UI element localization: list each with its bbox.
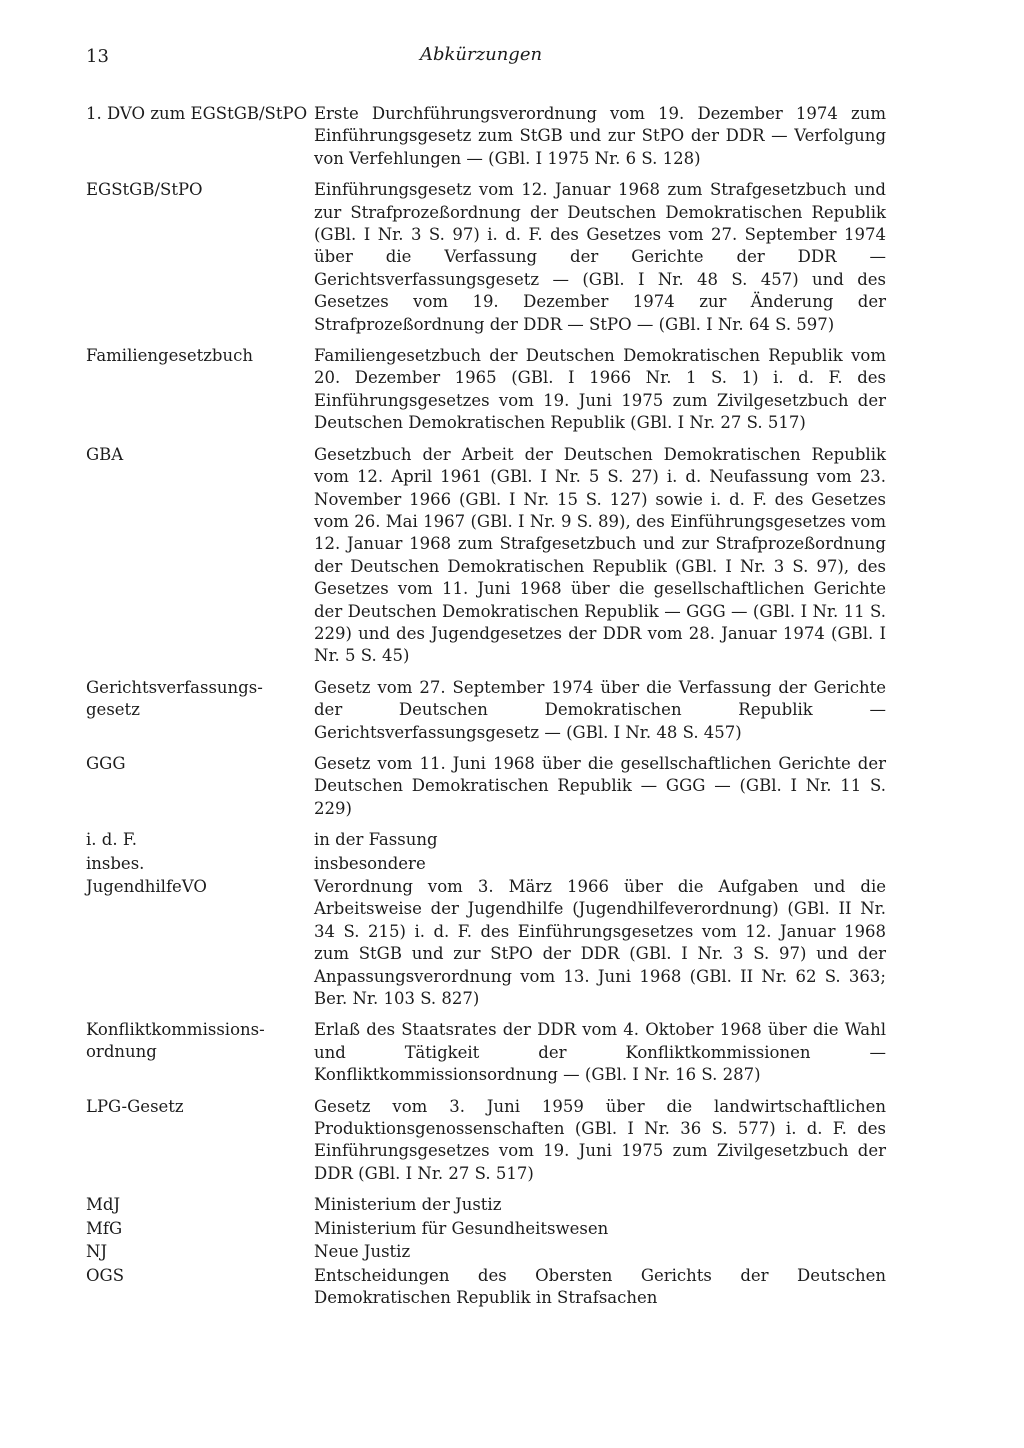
abbreviation-entry	[86, 677, 886, 744]
abbreviation-entry	[86, 753, 886, 820]
abbreviation-definition: Erlaß des Staatsrates der DDR vom 4. Oktober 1968 über die Wahl und Tätigkeit der Konfliktkommissionen — Konfliktkommissionsordnung — (GBl. I Nr. 16 S. 287)	[314, 1020, 886, 1085]
abbreviation-definition: Familiengesetzbuch der Deutschen Demokratischen Republik vom 20. Dezember 1965 (GBl. I 1966 Nr. 1 S. 1) i. d. F. des Einführungsgesetzes vom 19. Juni 1975 zum Zivilgesetzbuch der Deutschen Demokratischen Republik (GBl. I Nr. 27 S. 517)	[314, 346, 886, 433]
abbreviation-term: Familiengesetzbuch	[86, 346, 253, 366]
abbreviation-entry	[86, 1096, 886, 1186]
abbreviation-term: OGS	[86, 1265, 125, 1285]
page-title: Abkürzungen	[420, 44, 543, 65]
abbreviation-definition: Neue Justiz	[314, 1242, 411, 1262]
abbreviation-term: JugendhilfeVO	[86, 877, 207, 896]
abbreviation-definition: Ministerium der Justiz	[314, 1195, 502, 1215]
abbreviation-entry	[86, 1218, 886, 1240]
abbreviation-term: Gerichtsverfassungs-gesetz	[86, 677, 263, 719]
abbreviation-entry	[86, 1019, 886, 1086]
abbreviation-definition: in der Fassung	[314, 830, 438, 850]
abbreviation-term: 1. DVO zum EGStGB/StPO	[86, 104, 308, 123]
abbreviation-entry	[86, 179, 886, 336]
abbreviation-entry	[86, 1265, 886, 1310]
abbreviation-term: Konfliktkommissions-ordnung	[86, 1020, 265, 1062]
abbreviation-term: MdJ	[86, 1195, 121, 1215]
abbreviation-entry	[86, 103, 886, 170]
abbreviation-entry	[86, 345, 886, 435]
abbreviation-definition: Verordnung vom 3. März 1966 über die Aufgaben und die Arbeitsweise der Jugendhilfe (Jugendhilfeverordnung) (GBl. II Nr. 34 S. 215) i. d. F. des Einführungsgesetzes vom 12. Januar 1968 zum StGB und zur StPO der DDR (GBl. I Nr. 3 S. 97) und der Anpassungsverordnung vom 13. Juni 1968 (GBl. II Nr. 62 S. 363; Ber. Nr. 103 S. 827)	[314, 877, 886, 1009]
abbreviation-term: LPG-Gesetz	[86, 1096, 184, 1116]
abbreviation-definition: Erste Durchführungsverordnung vom 19. Dezember 1974 zum Einführungsgesetz zum StGB und zur StPO der DDR — Verfolgung von Verfehlungen — (GBl. I 1975 Nr. 6 S. 128)	[314, 104, 886, 168]
abbreviation-entry	[86, 444, 886, 668]
abbreviation-definition: Gesetzbuch der Arbeit der Deutschen Demokratischen Republik vom 12. April 1961 (GBl. I Nr. 5 S. 27) i. d. Neufassung vom 23. November 1966 (GBl. I Nr. 15 S. 127) sowie i. d. F. des Gesetzes vom 26. Mai 1967 (GBl. I Nr. 9 S. 89), des Einführungsgesetzes vom 12. Januar 1968 zum Strafgesetzbuch und zur Strafprozeßordnung der Deutschen Demokratischen Republik (GBl. I Nr. 3 S. 97), des Gesetzes vom 11. Juni 1968 über die gesellschaftlichen Gerichte der Deutschen Demokratischen Republik — GGG — (GBl. I Nr. 11 S. 229) und des Jugendgesetzes der DDR vom 28. Januar 1974 (GBl. I Nr. 5 S. 45)	[314, 444, 886, 666]
abbreviation-entry	[86, 1194, 886, 1216]
abbreviation-definition: Gesetz vom 27. September 1974 über die Verfassung der Gerichte der Deutschen Demokratischen Republik — Gerichtsverfassungsgesetz — (GBl. I Nr. 48 S. 457)	[314, 677, 886, 742]
abbreviation-term: EGStGB/StPO	[86, 180, 203, 200]
abbreviation-term: insbes.	[86, 853, 145, 873]
abbreviation-term: GBA	[86, 444, 124, 464]
page-number: 13	[86, 46, 109, 67]
abbreviation-list	[86, 103, 886, 1318]
abbreviation-definition: insbesondere	[314, 853, 426, 873]
abbreviation-definition: Gesetz vom 11. Juni 1968 über die gesellschaftlichen Gerichte der Deutschen Demokratischen Republik — GGG — (GBl. I Nr. 11 S. 229)	[314, 753, 886, 818]
abbreviation-entry	[86, 876, 886, 1010]
abbreviation-definition: Ministerium für Gesundheitswesen	[314, 1218, 609, 1238]
abbreviation-definition: Einführungsgesetz vom 12. Januar 1968 zum Strafgesetzbuch und zur Strafprozeßordnung der Deutschen Demokratischen Republik (GBl. I Nr. 3 S. 97) i. d. F. des Gesetzes vom 27. September 1974 über die Verfassung der Gerichte der DDR — Gerichtsverfassungsgesetz — (GBl. I Nr. 48 S. 457) und des Gesetzes vom 19. Dezember 1974 zur Änderung der Strafprozeßordnung der DDR — StPO — (GBl. I Nr. 64 S. 597)	[314, 180, 886, 334]
abbreviation-term: MfG	[86, 1218, 123, 1238]
abbreviation-entry	[86, 1241, 886, 1263]
abbreviation-term: GGG	[86, 753, 126, 773]
abbreviation-term: i. d. F.	[86, 830, 137, 850]
abbreviation-entry	[86, 853, 886, 875]
abbreviation-term: NJ	[86, 1242, 108, 1262]
abbreviation-entry	[86, 829, 886, 851]
abbreviation-definition: Entscheidungen des Obersten Gerichts der Deutschen Demokratischen Republik in Strafsachen	[314, 1265, 886, 1307]
abbreviation-definition: Gesetz vom 3. Juni 1959 über die landwirtschaftlichen Produktionsgenossenschaften (GBl. I Nr. 36 S. 577) i. d. F. des Einführungsgesetzes vom 19. Juni 1975 zum Zivilgesetzbuch der DDR (GBl. I Nr. 27 S. 517)	[314, 1096, 886, 1183]
